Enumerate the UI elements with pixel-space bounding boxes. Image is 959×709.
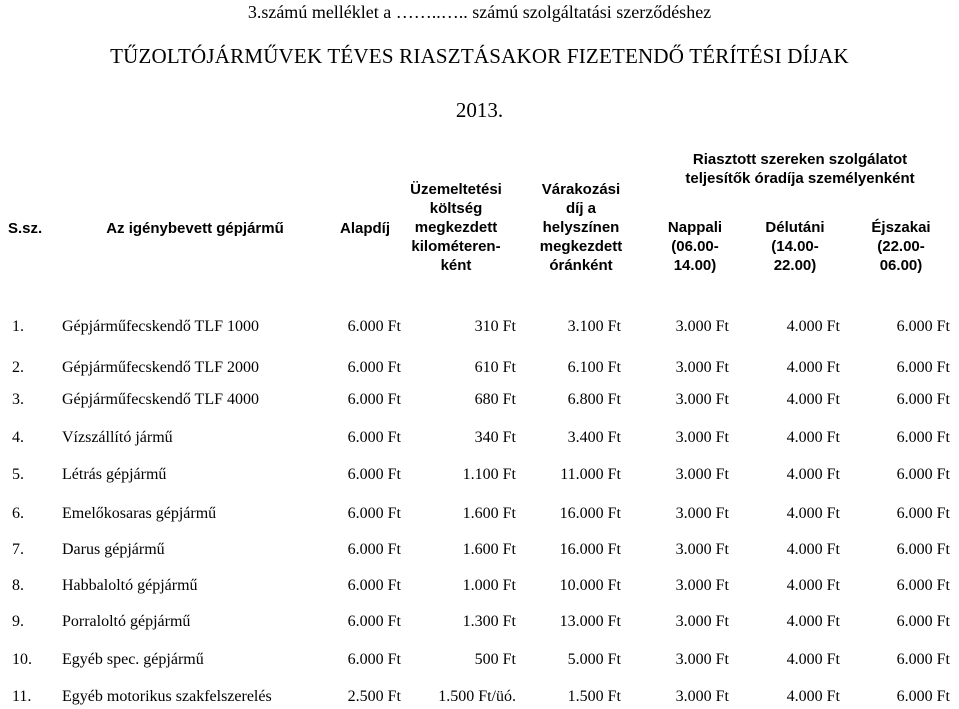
base-fee: 6.000 Ft bbox=[347, 429, 401, 446]
base-fee: 6.000 Ft bbox=[347, 577, 401, 594]
row-number: 1. bbox=[12, 318, 24, 335]
night-rate: 6.000 Ft bbox=[896, 651, 950, 668]
document-title: TŰZOLTÓJÁRMŰVEK TÉVES RIASZTÁSAKOR FIZETENDŐ TÉRÍTÉSI DÍJAK bbox=[110, 44, 849, 68]
column-header-serial: S.sz. bbox=[8, 220, 43, 237]
km-cost: 1.100 Ft bbox=[462, 466, 516, 483]
afternoon-rate: 4.000 Ft bbox=[786, 318, 840, 335]
row-number: 8. bbox=[12, 577, 24, 594]
column-header-base-fee: Alapdíj bbox=[339, 220, 390, 237]
waiting-fee: 11.000 Ft bbox=[560, 466, 621, 483]
night-rate: 6.000 Ft bbox=[896, 429, 950, 446]
waiting-fee: 3.100 Ft bbox=[567, 318, 621, 335]
vehicle-name: Egyéb spec. gépjármű bbox=[62, 651, 204, 668]
afternoon-rate: 4.000 Ft bbox=[786, 466, 840, 483]
km-cost: 1.300 Ft bbox=[462, 613, 516, 630]
km-cost: 1.500 Ft/üó. bbox=[438, 688, 516, 705]
table-row bbox=[0, 575, 959, 597]
afternoon-rate: 4.000 Ft bbox=[786, 391, 840, 408]
night-rate: 6.000 Ft bbox=[896, 466, 950, 483]
night-rate: 6.000 Ft bbox=[896, 541, 950, 558]
day-rate: 3.000 Ft bbox=[675, 318, 729, 335]
day-rate: 3.000 Ft bbox=[675, 577, 729, 594]
night-rate: 6.000 Ft bbox=[896, 318, 950, 335]
vehicle-name: Vízszállító jármű bbox=[62, 429, 173, 446]
waiting-fee: 6.800 Ft bbox=[567, 391, 621, 408]
base-fee: 6.000 Ft bbox=[347, 613, 401, 630]
waiting-fee: 1.500 Ft bbox=[567, 688, 621, 705]
column-header-km-cost: Üzemeltetési költség megkezdett kilométeren- ként bbox=[410, 181, 502, 274]
night-rate: 6.000 Ft bbox=[896, 391, 950, 408]
row-number: 6. bbox=[12, 505, 24, 522]
row-number: 7. bbox=[12, 541, 24, 558]
table-row bbox=[0, 649, 959, 671]
vehicle-name: Gépjárműfecskendő TLF 2000 bbox=[62, 359, 259, 376]
afternoon-rate: 4.000 Ft bbox=[786, 577, 840, 594]
base-fee: 2.500 Ft bbox=[347, 688, 401, 705]
column-header-vehicle: Az igénybevett gépjármű bbox=[106, 220, 284, 237]
km-cost: 310 Ft bbox=[474, 318, 516, 335]
column-header-night-shift: Éjszakai (22.00- 06.00) bbox=[871, 219, 931, 274]
base-fee: 6.000 Ft bbox=[347, 505, 401, 522]
afternoon-rate: 4.000 Ft bbox=[786, 359, 840, 376]
day-rate: 3.000 Ft bbox=[675, 541, 729, 558]
waiting-fee: 3.400 Ft bbox=[567, 429, 621, 446]
table-row bbox=[0, 389, 959, 411]
waiting-fee: 5.000 Ft bbox=[567, 651, 621, 668]
waiting-fee: 10.000 Ft bbox=[559, 577, 621, 594]
base-fee: 6.000 Ft bbox=[347, 466, 401, 483]
vehicle-name: Gépjárműfecskendő TLF 1000 bbox=[62, 318, 259, 335]
vehicle-name: Egyéb motorikus szakfelszerelés bbox=[62, 688, 272, 705]
row-number: 4. bbox=[12, 429, 24, 446]
day-rate: 3.000 Ft bbox=[675, 688, 729, 705]
table-row bbox=[0, 539, 959, 561]
afternoon-rate: 4.000 Ft bbox=[786, 541, 840, 558]
km-cost: 500 Ft bbox=[474, 651, 516, 668]
table-row bbox=[0, 316, 959, 338]
row-number: 10. bbox=[12, 651, 32, 668]
row-number: 5. bbox=[12, 466, 24, 483]
row-number: 3. bbox=[12, 391, 24, 408]
night-rate: 6.000 Ft bbox=[896, 505, 950, 522]
vehicle-name: Gépjárműfecskendő TLF 4000 bbox=[62, 391, 259, 408]
column-group-hourly-rates: Riasztott szereken szolgálatot teljesítők óradíja személyenként bbox=[685, 151, 915, 187]
column-header-afternoon-shift: Délutáni (14.00- 22.00) bbox=[765, 219, 825, 274]
night-rate: 6.000 Ft bbox=[896, 359, 950, 376]
night-rate: 6.000 Ft bbox=[896, 688, 950, 705]
base-fee: 6.000 Ft bbox=[347, 651, 401, 668]
waiting-fee: 13.000 Ft bbox=[559, 613, 621, 630]
night-rate: 6.000 Ft bbox=[896, 613, 950, 630]
row-number: 11. bbox=[12, 688, 32, 705]
base-fee: 6.000 Ft bbox=[347, 391, 401, 408]
vehicle-name: Habbaloltó gépjármű bbox=[62, 577, 198, 594]
table-row bbox=[0, 611, 959, 633]
day-rate: 3.000 Ft bbox=[675, 359, 729, 376]
table-row bbox=[0, 427, 959, 449]
day-rate: 3.000 Ft bbox=[675, 505, 729, 522]
km-cost: 610 Ft bbox=[474, 359, 516, 376]
base-fee: 6.000 Ft bbox=[347, 318, 401, 335]
table-row bbox=[0, 503, 959, 525]
day-rate: 3.000 Ft bbox=[675, 429, 729, 446]
vehicle-name: Emelőkosaras gépjármű bbox=[62, 505, 217, 522]
afternoon-rate: 4.000 Ft bbox=[786, 688, 840, 705]
row-number: 2. bbox=[12, 359, 24, 376]
waiting-fee: 16.000 Ft bbox=[559, 541, 621, 558]
table-row bbox=[0, 357, 959, 379]
waiting-fee: 16.000 Ft bbox=[559, 505, 621, 522]
afternoon-rate: 4.000 Ft bbox=[786, 651, 840, 668]
vehicle-name: Porraloltó gépjármű bbox=[62, 613, 191, 630]
annex-reference: 3.számú melléklet a ……..….. számú szolgáltatási szerződéshez bbox=[247, 2, 712, 22]
vehicle-name: Létrás gépjármű bbox=[62, 466, 167, 483]
afternoon-rate: 4.000 Ft bbox=[786, 429, 840, 446]
day-rate: 3.000 Ft bbox=[675, 391, 729, 408]
document-year: 2013. bbox=[455, 98, 504, 122]
waiting-fee: 6.100 Ft bbox=[567, 359, 621, 376]
km-cost: 1.600 Ft bbox=[462, 505, 516, 522]
afternoon-rate: 4.000 Ft bbox=[786, 505, 840, 522]
afternoon-rate: 4.000 Ft bbox=[786, 613, 840, 630]
row-number: 9. bbox=[12, 613, 24, 630]
km-cost: 680 Ft bbox=[474, 391, 516, 408]
km-cost: 340 Ft bbox=[474, 429, 516, 446]
table-row bbox=[0, 464, 959, 486]
table-row bbox=[0, 686, 959, 708]
km-cost: 1.600 Ft bbox=[462, 541, 516, 558]
column-header-day-shift: Nappali (06.00- 14.00) bbox=[667, 219, 723, 274]
column-header-waiting-fee: Várakozási díj a helyszínen megkezdett óránként bbox=[539, 181, 623, 274]
vehicle-name: Darus gépjármű bbox=[62, 541, 165, 558]
base-fee: 6.000 Ft bbox=[347, 359, 401, 376]
night-rate: 6.000 Ft bbox=[896, 577, 950, 594]
day-rate: 3.000 Ft bbox=[675, 466, 729, 483]
day-rate: 3.000 Ft bbox=[675, 613, 729, 630]
km-cost: 1.000 Ft bbox=[462, 577, 516, 594]
day-rate: 3.000 Ft bbox=[675, 651, 729, 668]
base-fee: 6.000 Ft bbox=[347, 541, 401, 558]
